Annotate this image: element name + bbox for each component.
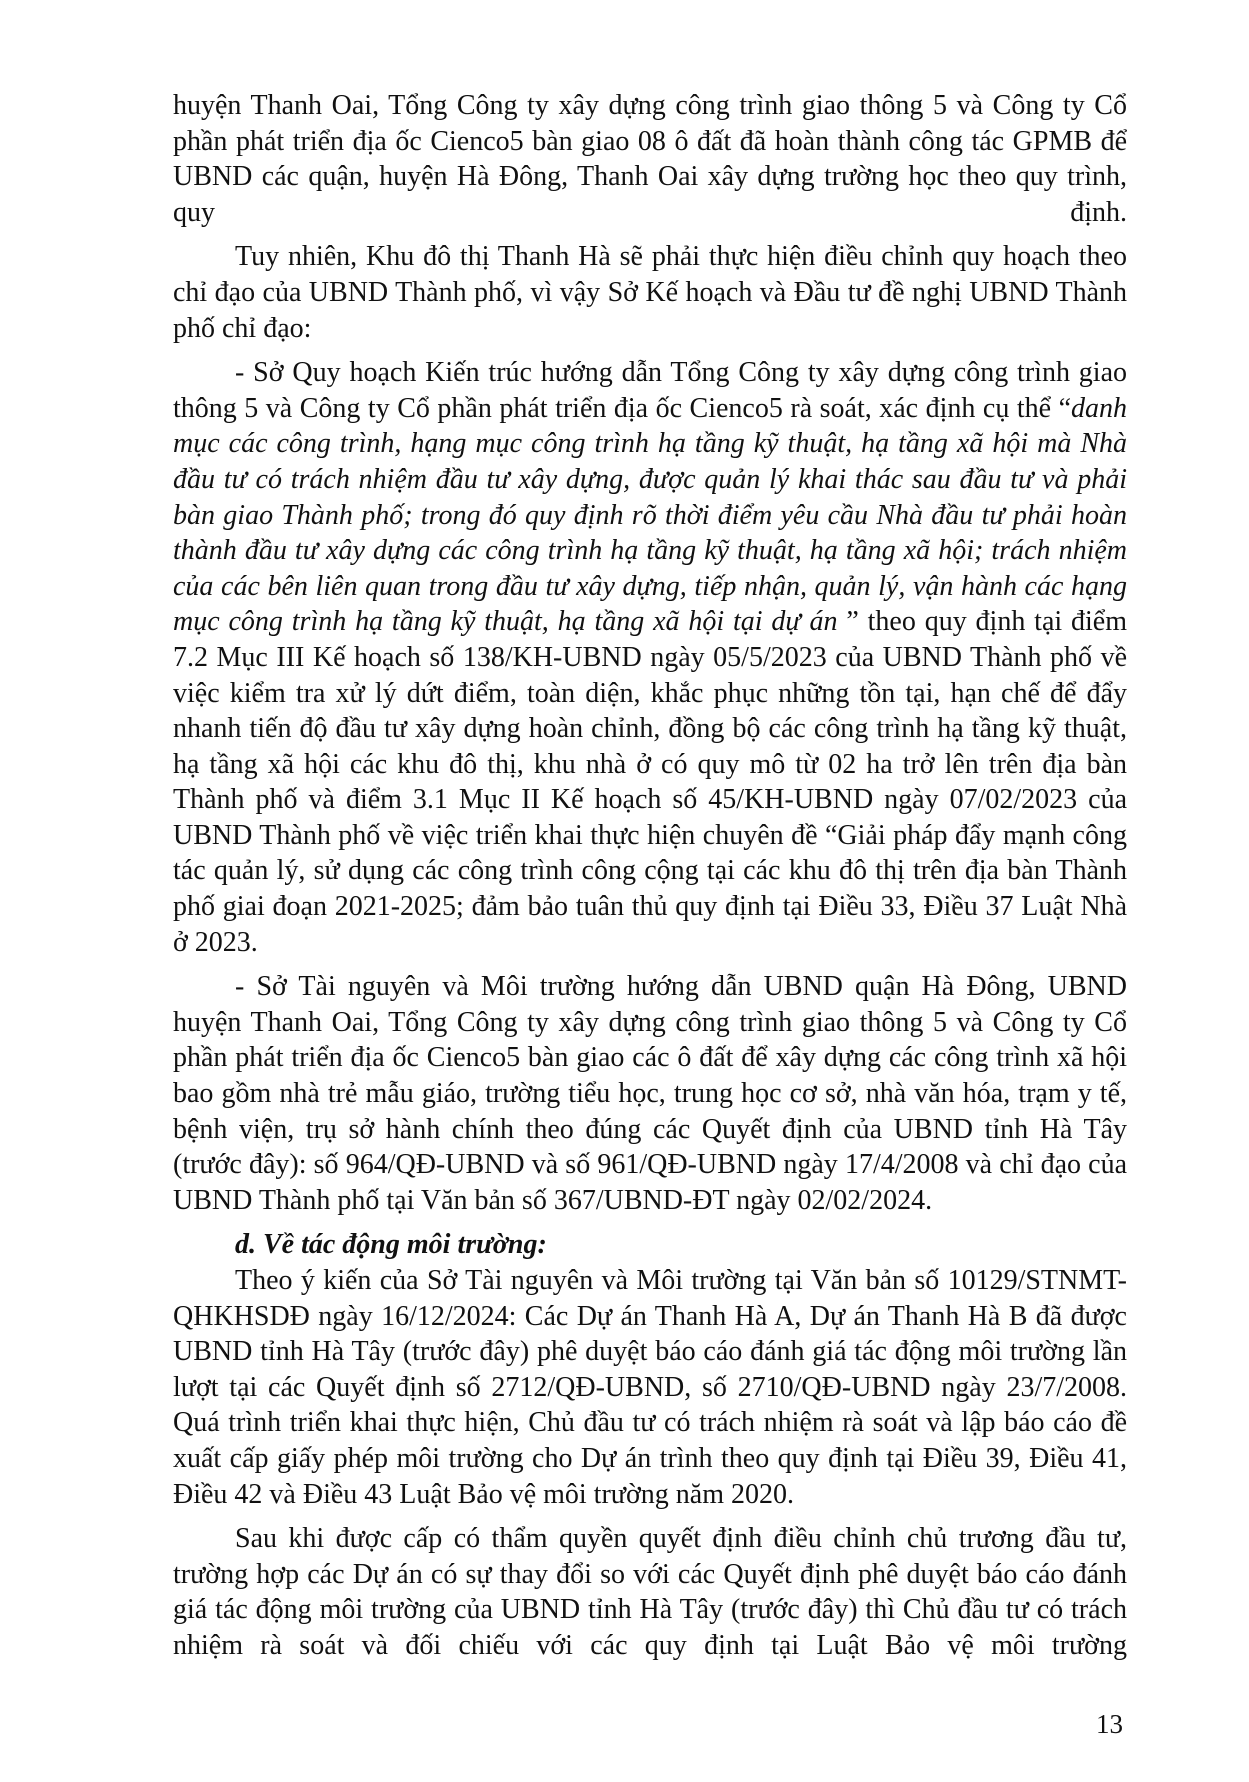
italic-quoted-text: danh mục các công trình, hạng mục công trình hạ tầng kỹ thuật, hạ tầng xã hội mà Nhà đầu tư có trách nhiệm đầu tư xây dựng, được quản lý khai thác sau đầu tư và phải bàn giao Thành phố; trong đó quy định rõ thời điểm yêu cầu Nhà đầu tư phải hoàn thành đầu tư xây dựng các công trình hạ tầng kỹ thuật, hạ tầng xã hội; trách nhiệm của các bên liên quan trong đầu tư xây dựng, tiếp nhận, quản lý, vận hành các hạng mục công trình hạ tầng kỹ thuật, hạ tầng xã hội tại dự án xyxy=(173,392,1127,638)
paragraph-after-adjustment: Sau khi được cấp có thẩm quyền quyết định điều chỉnh chủ trương đầu tư, trường hợp các Dự án có sự thay đổi so với các Quyết định phê duyệt báo cáo đánh giá tác động môi trường của UBND tỉnh Hà Tây (trước đây) thì Chủ đầu tư có trách nhiệm rà soát và đối chiếu với các quy định tại Luật Bảo vệ môi trường xyxy=(173,1523,1127,1661)
paragraph-environment-opinion: Theo ý kiến của Sở Tài nguyên và Môi trường tại Văn bản số 10129/STNMT-QHKHSDĐ ngày 16/12/2024: Các Dự án Thanh Hà A, Dự án Thanh Hà B đã được UBND tỉnh Hà Tây (trước đây) phê duyệt báo cáo đánh giá tác động môi trường lần lượt tại các Quyết định số 2712/QĐ-UBND, số 2710/QĐ-UBND ngày 23/7/2008. Quá trình triển khai thực hiện, Chủ đầu tư có trách nhiệm rà soát và lập báo cáo đề xuất cấp giấy phép môi trường cho Dự án trình theo quy định tại Điều 39, Điều 41, Điều 42 và Điều 43 Luật Bảo vệ môi trường năm 2020. xyxy=(173,1265,1127,1510)
paragraph-planning-department-guidance xyxy=(173,355,1127,960)
paragraph-environment-department-guidance: - Sở Tài nguyên và Môi trường hướng dẫn UBND quận Hà Đông, UBND huyện Thanh Oai, Tổng Công ty xây dựng công trình giao thông 5 và Công ty Cổ phần phát triển địa ốc Cienco5 bàn giao các ô đất để xây dựng các công trình xã hội bao gồm nhà trẻ mẫu giáo, trường tiểu học, trung học cơ sở, nhà văn hóa, trạm y tế, bệnh viện, trụ sở hành chính theo đúng các Quyết định của UBND tỉnh Hà Tây (trước đây): số 964/QĐ-UBND và số 961/QĐ-UBND ngày 17/4/2008 và chỉ đạo của UBND Thành phố tại Văn bản số 367/UBND-ĐT ngày 02/02/2024. xyxy=(173,971,1127,1216)
paragraph-land-handover: huyện Thanh Oai, Tổng Công ty xây dựng công trình giao thông 5 và Công ty Cổ phần phát triển địa ốc Cienco5 bàn giao 08 ô đất đã hoàn thành công tác GPMB để UBND các quận, huyện Hà Đông, Thanh Oai xây dựng trường học theo quy trình, quy định. xyxy=(173,90,1127,228)
paragraph-planning-adjustment: Tuy nhiên, Khu đô thị Thanh Hà sẽ phải thực hiện điều chỉnh quy hoạch theo chỉ đạo của UBND Thành phố, vì vậy Sở Kế hoạch và Đầu tư đề nghị UBND Thành phố chỉ đạo: xyxy=(173,241,1127,344)
paragraph-text-end: ” theo quy định tại điểm 7.2 Mục III Kế hoạch số 138/KH-UBND ngày 05/5/2023 của UBND Thành phố về việc kiểm tra xử lý dứt điểm, toàn diện, khắc phục những tồn tại, hạn chế để đẩy nhanh tiến độ đầu tư xây dựng hoàn chỉnh, đồng bộ các công trình hạ tầng kỹ thuật, hạ tầng xã hội các khu đô thị, khu nhà ở có quy mô từ 02 ha trở lên trên địa bàn Thành phố và điểm 3.1 Mục II Kế hoạch số 45/KH-UBND ngày 07/02/2023 của UBND Thành phố về việc triển khai thực hiện chuyên đề “Giải pháp đẩy mạnh công tác quản lý, sử dụng các công trình công cộng tại các khu đô thị trên địa bàn Thành phố giai đoạn 2021-2025; đảm bảo tuân thủ quy định tại Điều 33, Điều 37 Luật Nhà ở 2023. xyxy=(173,606,1127,958)
paragraph-text-start: - Sở Quy hoạch Kiến trúc hướng dẫn Tổng Công ty xây dựng công trình giao thông 5 và Công ty Cổ phần phát triển địa ốc Cienco5 rà soát, xác định cụ thể “ xyxy=(173,357,1127,424)
page-number: 13 xyxy=(1096,1709,1123,1739)
section-heading-environment: d. Về tác động môi trường: xyxy=(235,1229,547,1261)
